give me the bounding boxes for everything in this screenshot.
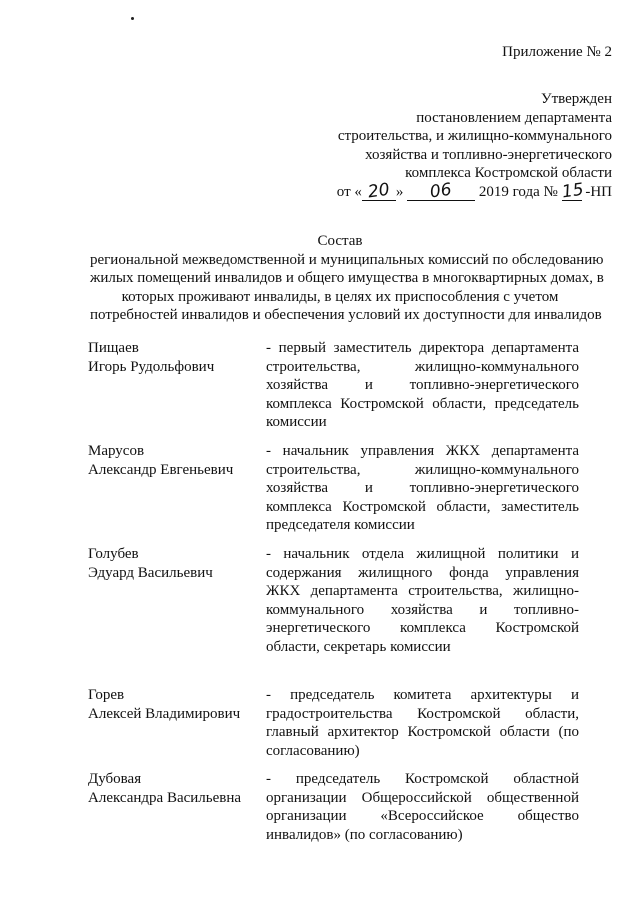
role-line: строительства, жилищно-коммунального: [266, 461, 579, 478]
member-name: [88, 339, 263, 376]
role-line: содержания жилищного фонда управления: [266, 564, 579, 581]
role-line: организации Общероссийской общественной: [266, 789, 579, 806]
role-line: коммунального хозяйства и топливно-: [266, 601, 579, 618]
scan-speck: [131, 17, 134, 20]
member-role: [266, 442, 579, 535]
doc-number-blank: [560, 179, 585, 203]
role-line: градостроительства Костромской области,: [266, 705, 579, 722]
role-line: - первый заместитель директора департамента: [266, 340, 579, 356]
member-surname: Марусов: [88, 443, 145, 459]
member-role: [266, 545, 579, 657]
member-role: [266, 770, 579, 844]
member-name: [88, 545, 263, 582]
member-given-names: Александр Евгеньевич: [88, 461, 234, 478]
role-line: организации «Всероссийское общество: [266, 808, 579, 825]
approval-line: Утвержден: [540, 91, 612, 107]
member-role: [266, 686, 579, 760]
role-line: главный архитектор Костромской области (по: [266, 724, 579, 741]
approval-block: [337, 90, 612, 202]
role-line: ЖКХ департамента строительства, жилищно-: [266, 583, 579, 600]
role-line: области, секретарь комиссии: [266, 638, 451, 655]
date-day-handwritten: 20: [366, 179, 391, 203]
member-given-names: Александра Васильевна: [88, 789, 242, 806]
doc-number-suffix: -НП: [585, 183, 612, 200]
title-heading: Состав: [317, 233, 363, 249]
approval-line: постановлением департамента: [416, 109, 612, 126]
approval-line: комплекса Костромской области: [405, 165, 612, 182]
date-month-blank: [407, 179, 475, 203]
role-line: - начальник управления ЖКХ департамента: [266, 443, 579, 459]
date-day-blank: [362, 179, 396, 203]
role-line: согласованию): [266, 742, 360, 759]
role-line: комиссии: [266, 414, 327, 431]
member-surname: Голубев: [88, 546, 139, 562]
member-given-names: Алексей Владимирович: [88, 705, 241, 722]
approval-date-line: [336, 179, 612, 203]
role-line: строительства, жилищно-коммунального: [266, 358, 579, 375]
member-role: [266, 339, 579, 432]
date-month-handwritten: 06: [429, 179, 454, 203]
title-line: которых проживают инвалиды, в целях их приспособления с учетом: [121, 288, 559, 305]
title-line: потребностей инвалидов и обеспечения условий их доступности для инвалидов: [90, 307, 602, 324]
role-line: председателя комиссии: [266, 517, 415, 534]
member-surname: Пищаев: [88, 340, 139, 356]
role-line: комплекса Костромской области, заместитель: [266, 498, 579, 515]
role-line: - председатель Костромской областной: [266, 771, 579, 787]
document-title: [90, 232, 604, 325]
member-name: [88, 686, 263, 723]
member-surname: Дубовая: [88, 771, 142, 787]
role-line: комплекса Костромской области, председатель: [266, 395, 579, 412]
approval-line: строительства, и жилищно-коммунального: [337, 128, 612, 145]
member-surname: Горев: [88, 687, 125, 703]
date-mid: »: [395, 183, 404, 200]
title-line: региональной межведомственной и муниципальных комиссий по обследованию: [90, 251, 604, 268]
role-line: хозяйства и топливно-энергетического: [266, 480, 579, 497]
member-name: [88, 770, 263, 807]
approval-line: хозяйства и топливно-энергетического: [365, 146, 612, 163]
role-line: хозяйства и топливно-энергетического: [266, 377, 579, 394]
member-given-names: Эдуард Васильевич: [88, 564, 213, 581]
member-given-names: Игорь Рудольфович: [88, 358, 215, 375]
role-line: - председатель комитета архитектуры и: [266, 687, 579, 703]
date-year-text: 2019 года №: [478, 183, 558, 200]
title-line: жилых помещений инвалидов и общего имущества в многоквартирных домах, в: [90, 270, 604, 287]
role-line: энергетического комплекса Костромской: [266, 620, 579, 637]
doc-number-handwritten: 15: [560, 179, 585, 203]
date-prefix: от «: [336, 183, 362, 200]
appendix-label: Приложение № 2: [502, 44, 612, 60]
role-line: - начальник отдела жилищной политики и: [266, 546, 579, 562]
member-name: [88, 442, 263, 479]
role-line: инвалидов» (по согласованию): [266, 826, 463, 843]
